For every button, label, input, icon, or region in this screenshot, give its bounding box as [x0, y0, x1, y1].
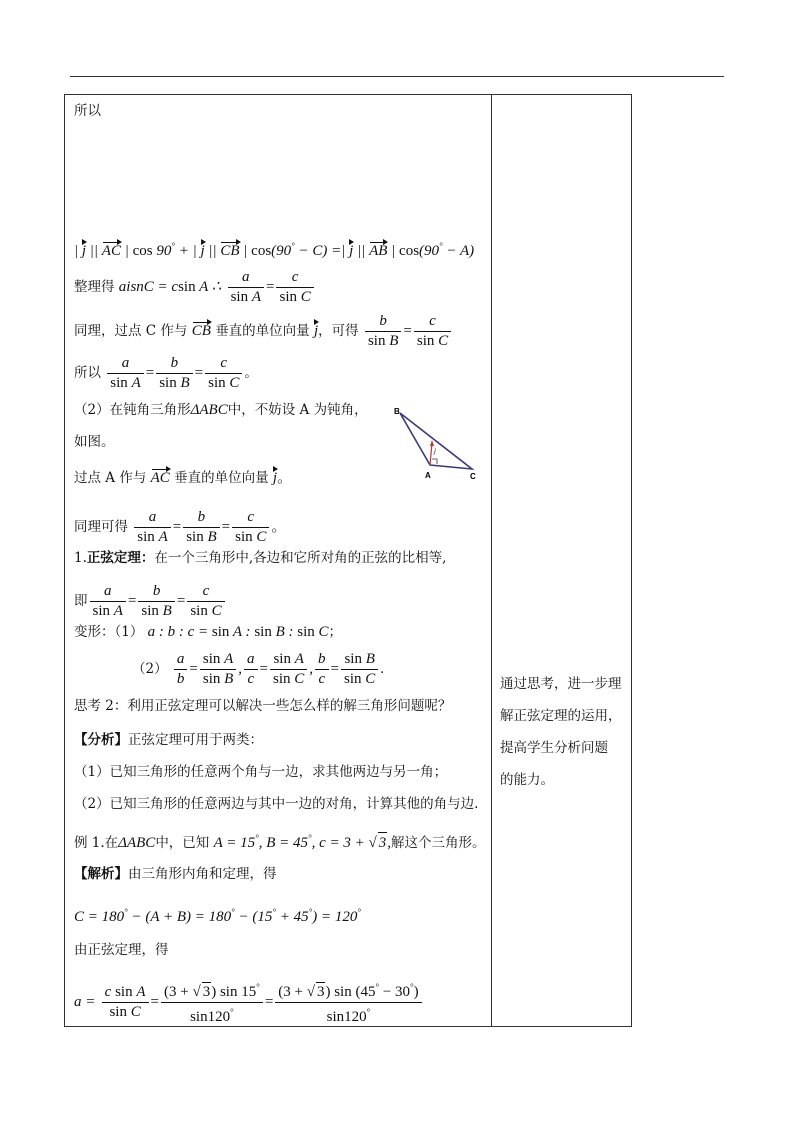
- suoyi2-label: 所以: [74, 365, 101, 381]
- text-rutu: 如图。: [74, 434, 115, 450]
- formula-angle-c: C = 180° − (A + B) = 180° − (15° + 45°) = 120°: [74, 907, 361, 925]
- label-a: A: [425, 471, 431, 480]
- theorem-num: 1.: [74, 550, 87, 566]
- label-b: B: [394, 407, 400, 416]
- triangle-figure: [392, 403, 482, 483]
- label-j: j: [434, 447, 436, 455]
- ji-label: 即: [74, 593, 88, 609]
- two-label: （2）: [132, 661, 168, 677]
- bianxing-label: 变形：（1）: [74, 624, 144, 640]
- fenxi-tag: 【分析】: [74, 732, 128, 748]
- text-jiexi: [74, 864, 277, 884]
- side-note-line: 的能力。: [500, 772, 554, 788]
- theorem-title: 正弦定理：: [86, 550, 155, 566]
- obtuse2-label: 中，不妨设 A 为钝角，: [227, 402, 368, 418]
- text-youzheng: 由正弦定理，得: [74, 942, 169, 958]
- side-note-line: 通过思考，进一步理: [500, 676, 622, 692]
- formula-bianxing1: 变形：（1） a : b : c = sin A : sin B : sin C；: [74, 624, 343, 640]
- theorem-statement: [74, 548, 446, 568]
- right-angle-mark: [432, 459, 437, 464]
- semicolon: ；: [328, 624, 343, 640]
- formula-ji: 即 $\frac{a}{\text{sin A}}$ = $\frac{b}{\text{sin B}}$ = $\frac{c}{\text{sin C}}$: [74, 582, 227, 621]
- text-suoyi: 所以: [74, 103, 101, 119]
- jiexi-tag: 【解析】: [74, 866, 128, 882]
- text-case1: （1）已知三角形的任意两个角与一边，求其他两边与另一角；: [74, 764, 448, 780]
- text-guodian: 过点 A 作与 AC 垂直的单位向量 j。: [74, 470, 293, 486]
- triangle-shape: [400, 413, 472, 469]
- arrow-head-icon: [430, 440, 434, 446]
- chuizhi1-label: 垂直的单位向量: [215, 323, 310, 339]
- tongli2-label: 同理可得: [74, 519, 128, 535]
- fenxi-body: 正弦定理可用于两类：: [128, 732, 263, 748]
- text-obtuse: （2）在钝角三角形ΔABC中，不妨设 A 为钝角，: [74, 402, 368, 418]
- header-rule: [70, 76, 724, 77]
- li1a-label: 例 1.在: [74, 835, 119, 851]
- theorem-body: 在一个三角形中,各边和它所对角的正弦的比相等,: [154, 550, 447, 566]
- side-note-line: 解正弦定理的运用，: [500, 708, 622, 724]
- label-c: C: [470, 472, 476, 481]
- formula-bianxing2: （2） $\frac{a}{b}$ = $\frac{\text{sin A}}{\text{sin B}}$ , $\frac{a}{c}$ = $\frac{\text{sin A}}{\text{sin C}}$ , $\frac{b}{c}$ = $\frac{\text{sin B}}{\text{sin C}}$ .: [132, 651, 385, 687]
- zhengli-label: 整理得: [74, 279, 115, 295]
- text-sikao: 思考 2：利用正弦定理可以解决一些怎么样的解三角形问题呢？: [74, 698, 452, 714]
- side-note-line: 提高学生分析问题: [500, 740, 608, 756]
- jiexi-body: 由三角形内角和定理，得: [128, 866, 277, 882]
- text-case2: （2）已知三角形的任意两边与其中一边的对角，计算其他的角与边.: [74, 796, 479, 812]
- obtuse-label: （2）在钝角三角形: [74, 402, 191, 418]
- li1c-label: 解这个三角形。: [391, 835, 486, 851]
- text-fenxi: [74, 730, 263, 750]
- chuizhi2-label: 垂直的单位向量: [174, 470, 269, 486]
- example-1: 例 1.在ΔABC中，已知 A = 15°, B = 45°, c = 3 + √ 3,解这个三角形。: [74, 833, 486, 851]
- vector-equation: | j || AC | cos 90° + | j || CB | cos(90° − C) =| j || AB | cos(90° − A): [74, 241, 475, 259]
- keyde-label: ，可得: [318, 323, 359, 339]
- unit-vector-j: [430, 443, 432, 465]
- column-divider: [491, 94, 492, 1027]
- tongli1-label: 同理，过点 C 作与: [74, 323, 188, 339]
- side-notes: [500, 668, 628, 796]
- formula-zhengli: 整理得 aisnC = csin A ∴ $\frac{a}{\text{sin A}}$ = $\frac{c}{\text{sin C}}$: [74, 268, 316, 307]
- li1b-label: 中，已知: [155, 835, 210, 851]
- formula-tongli-c: 同理，过点 C 作与 CB 垂直的单位向量 j，可得 $\frac{b}{\text{sin B}}$ = $\frac{c}{\text{sin C}}$: [74, 312, 453, 351]
- formula-a: a = $\frac{\text{c sin A}}{\text{sin C}}$ = $\frac{(3 + √ 3) \sin 15^\circ}{\sin 120^\circ}$ = $\frac{(3 + √ 3) \sin (45^\circ - 30^\circ)}{\sin 120^\circ}$: [74, 978, 424, 1027]
- period: 。: [244, 365, 258, 381]
- formula-tongli2: 同理可得 $\frac{a}{\text{sin A}}$ = $\frac{b}{\text{sin B}}$ = $\frac{c}{\text{sin C}}$ 。: [74, 509, 287, 545]
- formula-suoyi: 所以 $\frac{a}{\text{sin A}}$ = $\frac{b}{\text{sin B}}$ = $\frac{c}{\text{sin C}}$ 。: [74, 355, 258, 391]
- guodian-label: 过点 A 作与: [74, 470, 147, 486]
